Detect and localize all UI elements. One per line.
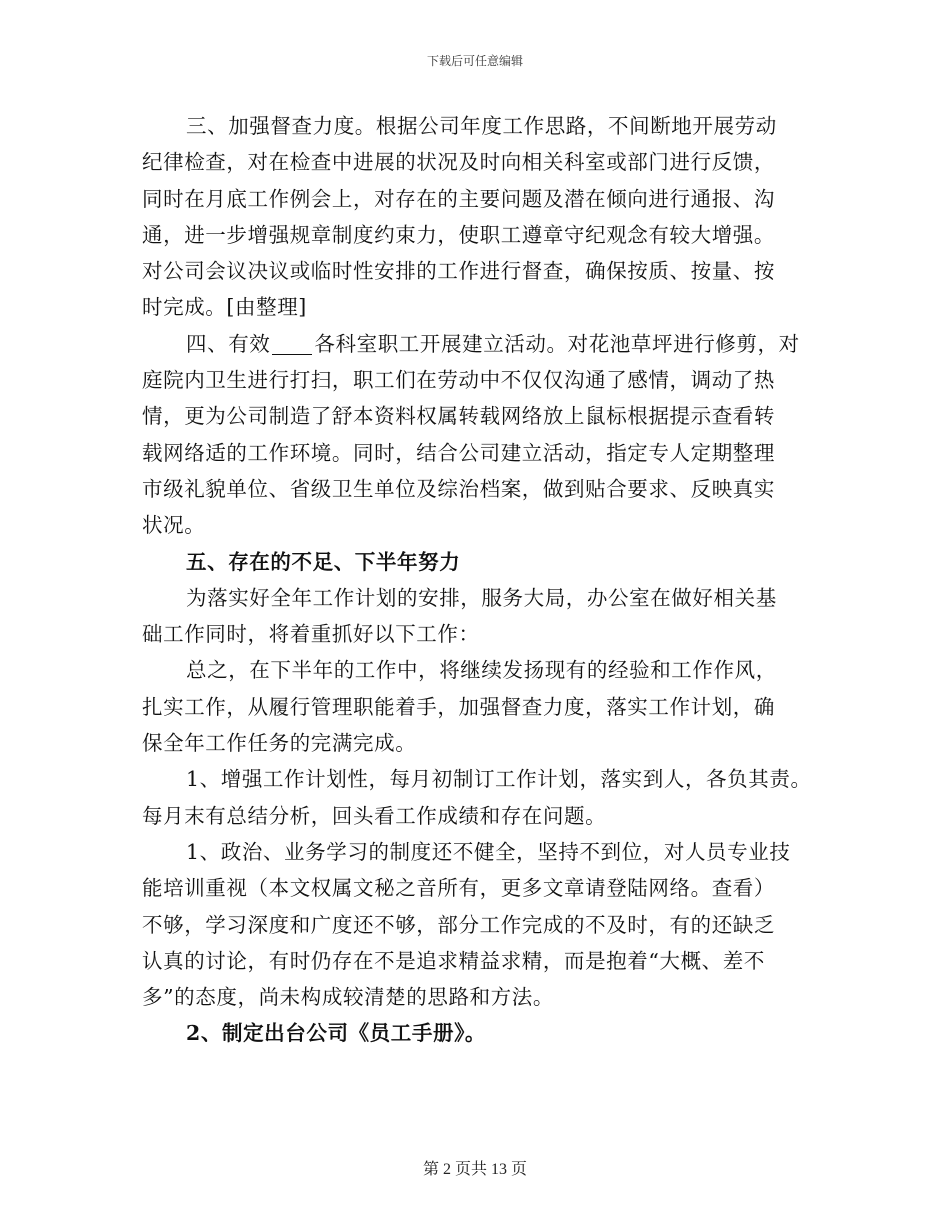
text-line: 1、政治、业务学习的制度还不健全，坚持不到位，对人员专业技 [186, 839, 791, 864]
text-line: 同时在月底工作例会上，对存在的主要问题及潜在倾向进行通报、沟 [142, 186, 775, 211]
fill-blank [272, 332, 312, 355]
text-segment: 各科室职工开展建立活动。对花池草坪进行修剪，对 [314, 331, 800, 356]
paragraph-summary [142, 652, 822, 761]
text-line: 情，更为公司制造了舒本资料权属转载网络放上鼠标根据提示查看转 [142, 404, 775, 429]
text-line: 庭院内卫生进行打扫，职工们在劳动中不仅仅沟通了感情，调动了热 [142, 368, 775, 393]
text-segment: 四、有效 [186, 331, 271, 356]
text-line: 每月末有总结分析，回头看工作成绩和存在问题。 [142, 803, 607, 828]
text-line: 扎实工作，从履行管理职能着手，加强督查力度，落实工作计划，确 [142, 694, 775, 719]
paragraph-activities [142, 326, 822, 544]
text-line: 为落实好全年工作计划的安排，服务大局，办公室在做好相关基 [186, 585, 777, 610]
text-line: 三、加强督查力度。根据公司年度工作思路，不间断地开展劳动 [186, 114, 777, 138]
paragraph-shortcomings [142, 834, 822, 1015]
text-line: 能培训重视（本文权属文秘之音所有，更多文章请登陆网络。查看） [142, 876, 775, 901]
text-line: 础工作同时，将着重抓好以下工作： [142, 622, 480, 647]
section-heading: 2、制定出台公司《员工手册》。 [186, 1021, 487, 1046]
page-footer: 第 2 页共 13 页 [422, 1161, 527, 1178]
text-line: 对公司会议决议或临时性安排的工作进行督查，确保按质、按量、按 [142, 259, 775, 284]
text-line: 时完成。[由整理] [142, 295, 307, 320]
text-line: 通，进一步增强规章制度约束力，使职工遵章守纪观念有较大增强。 [142, 222, 775, 247]
document-body [142, 108, 822, 1052]
text-line: 认真的讨论，有时仍存在不是追求精益求精，而是抱着“大概、差不 [142, 948, 765, 973]
paragraph-plan [142, 580, 822, 653]
text-line: 载网络适的工作环境。同时，结合公司建立活动，指定专人定期整理 [142, 440, 775, 465]
text-line: 总之，在下半年的工作中，将继续发扬现有的经验和工作作风， [186, 658, 777, 683]
text-line: 多”的态度，尚未构成较清楚的思路和方法。 [142, 985, 554, 1010]
page-header: 下载后可任意编辑 [426, 54, 523, 68]
text-line: 不够，学习深度和广度还不够，部分工作完成的不及时，有的还缺乏 [142, 912, 775, 937]
text-line: 状况。 [142, 513, 206, 538]
text-line: 纪律检查，对在检查中进展的状况及时向相关科室或部门进行反馈， [142, 150, 775, 175]
text-line: 保全年工作任务的完满完成。 [142, 731, 417, 756]
text-line: 市级礼貌单位、省级卫生单位及综治档案，做到贴合要求、反映真实 [142, 476, 775, 501]
section-heading: 五、存在的不足、下半年努力 [186, 549, 461, 574]
paragraph-item-1 [142, 761, 822, 834]
text-line: 1、增强工作计划性，每月初制订工作计划，落实到人，各负其责。 [186, 767, 812, 792]
paragraph-supervision [142, 108, 822, 326]
text-line [142, 326, 822, 362]
